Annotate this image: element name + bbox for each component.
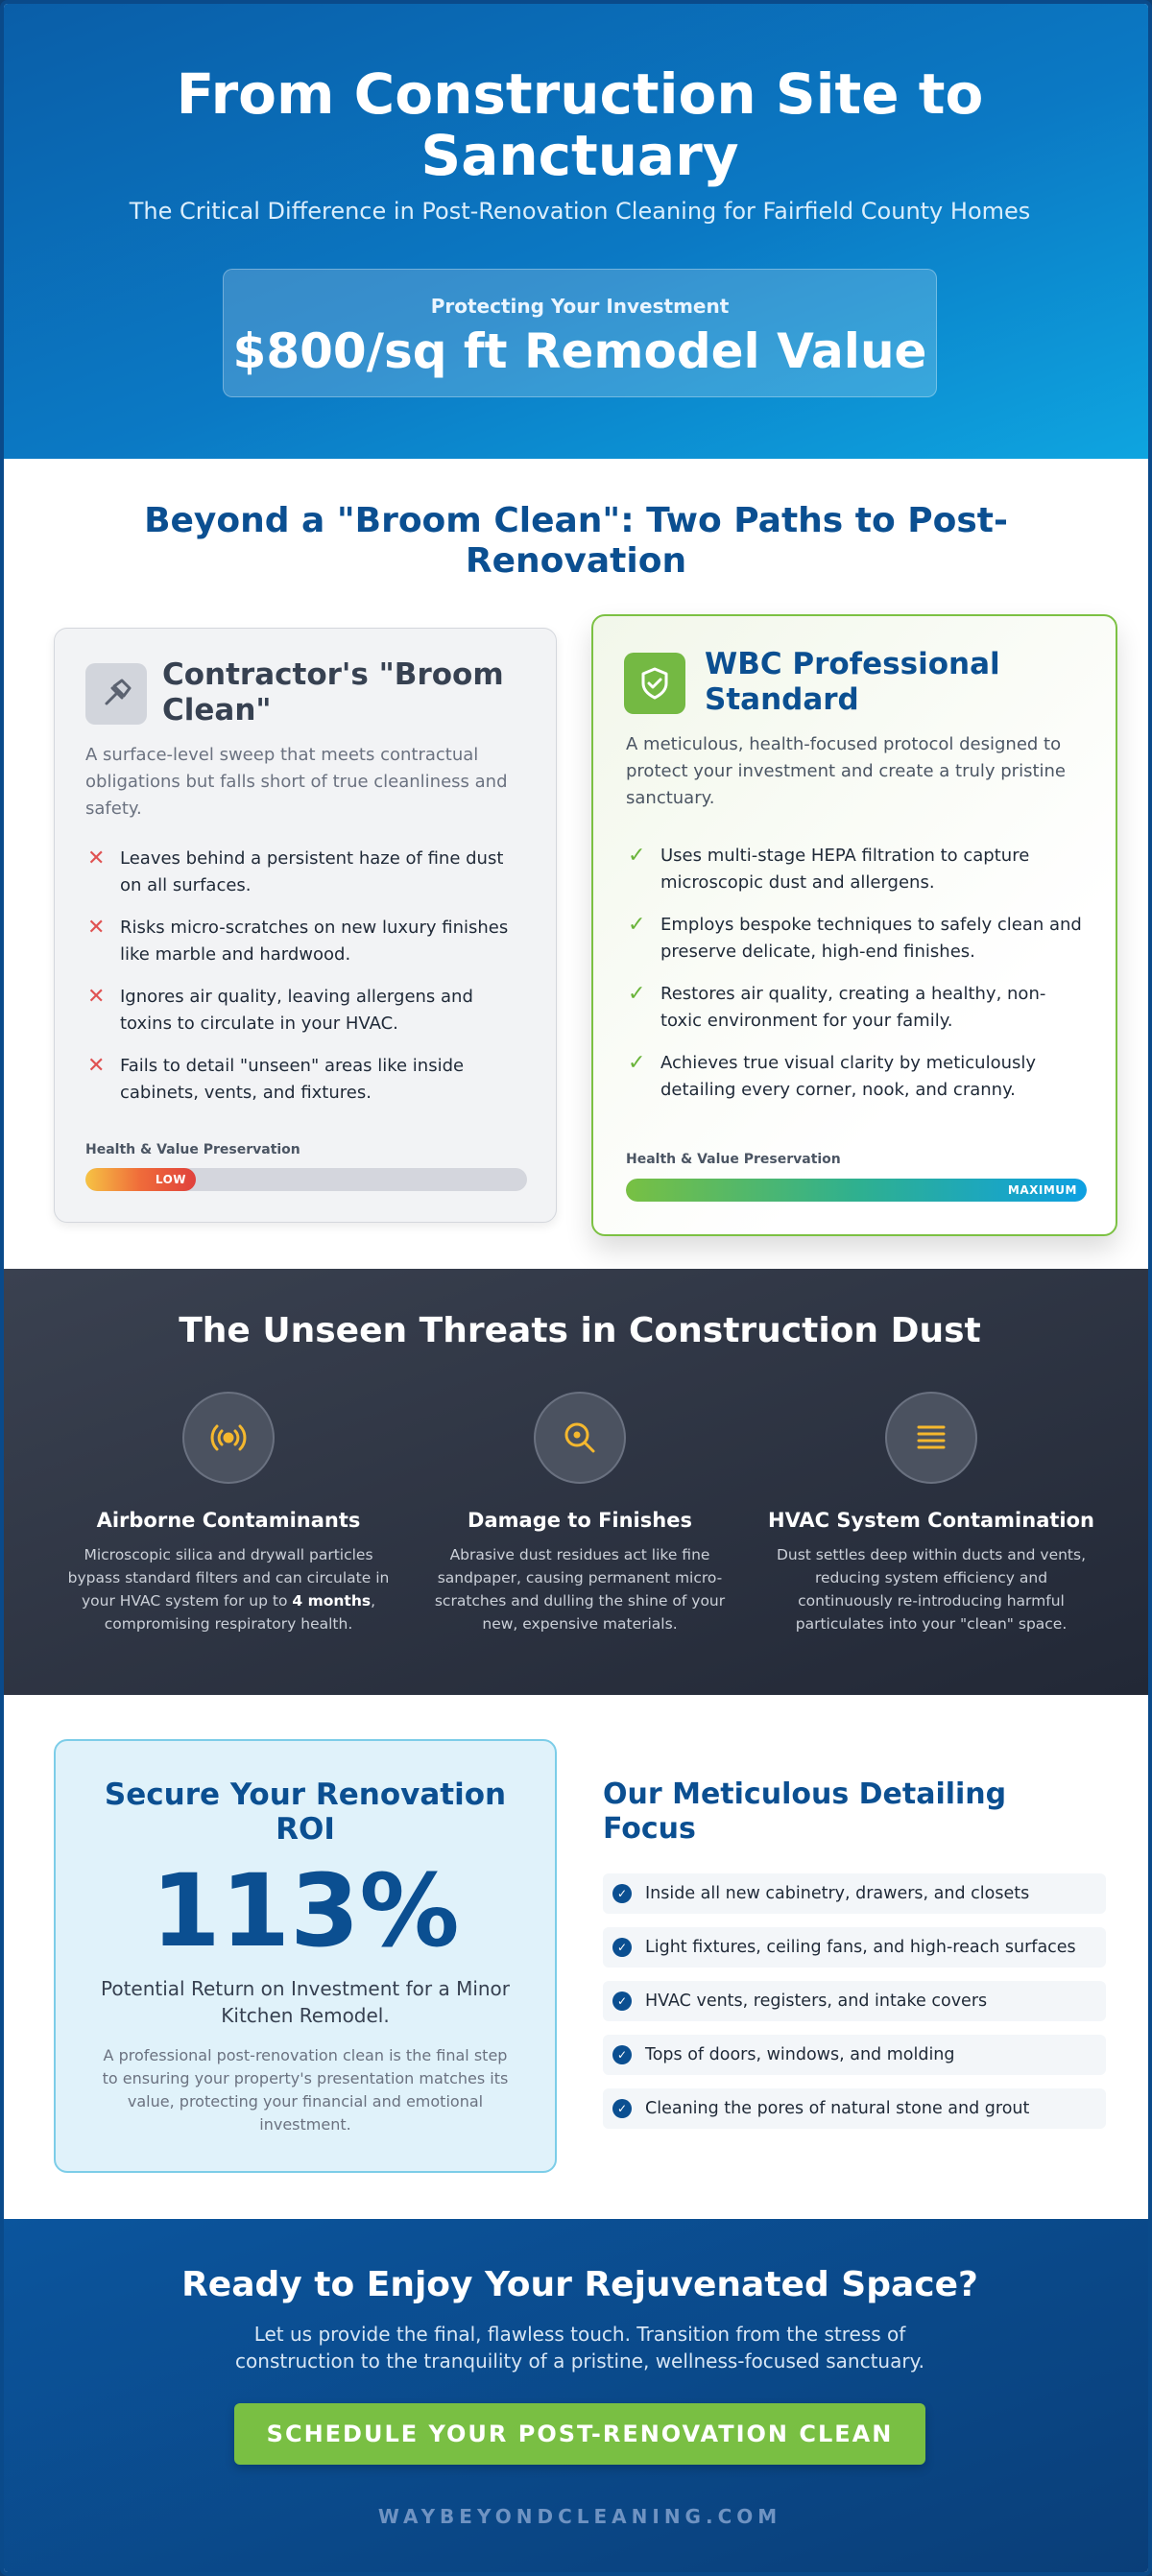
cta-title: Ready to Enjoy Your Rejuvenated Space?	[181, 2265, 978, 2304]
wbc-description: A meticulous, health-focused protocol designed to protect your investment and create a truly pristine sanctuary.	[626, 734, 1066, 808]
threats-section	[4, 1269, 1152, 1695]
cta-section	[4, 2219, 1152, 2576]
x-icon: ✕	[87, 985, 106, 1009]
wbc-meter-label: Health & Value Preservation	[626, 1152, 841, 1167]
hero-subtitle: The Critical Difference in Post-Renovation Cleaning for Fairfield County Homes	[129, 198, 1031, 225]
roi-card	[54, 1739, 557, 2173]
wbc-card	[591, 614, 1117, 1236]
list-item: ✓ Cleaning the pores of natural stone and grout	[603, 2088, 1106, 2129]
check-circle-icon: ✓	[612, 2045, 632, 2064]
threat-airborne	[56, 1392, 401, 1635]
threat-text: Microscopic silica and drywall particles bypass standard filters and can circulate in your HVAC system for up to 4 months, compromising respiratory health.	[67, 1546, 390, 1633]
roi-value: 113%	[151, 1852, 460, 1969]
investment-label: Protecting Your Investment	[430, 295, 730, 318]
check-icon: ✓	[628, 844, 646, 868]
check-icon: ✓	[628, 913, 646, 937]
x-icon: ✕	[87, 916, 106, 940]
contractor-list	[85, 846, 527, 1122]
contractor-meter-label: Health & Value Preservation	[85, 1142, 300, 1157]
threat-text: Dust settles deep within ducts and vents, reducing system efficiency and continuously re-introducing harmful particulates into your "clean" space.	[776, 1546, 1087, 1633]
cta-text: Let us provide the final, flawless touch. Transition from the stress of construction to the tranquility of a pristine, wellness-focused sanctuary.	[235, 2323, 924, 2373]
check-circle-icon: ✓	[612, 1938, 632, 1957]
check-circle-icon: ✓	[612, 1884, 632, 1903]
wbc-meter-fill	[626, 1179, 1087, 1202]
wbc-meter	[626, 1179, 1087, 1202]
contractor-title: Contractor's "Broom Clean"	[162, 657, 504, 727]
list-item: ✓ Uses multi-stage HEPA filtration to capture microscopic dust and allergens.	[628, 844, 1030, 893]
threat-finishes	[407, 1392, 753, 1635]
roi-title: Secure Your Renovation ROI	[104, 1777, 507, 1847]
magnifier-icon	[534, 1392, 626, 1484]
hammer-icon	[85, 663, 147, 725]
contractor-card	[54, 628, 557, 1223]
contractor-description: A surface-level sweep that meets contractual obligations but falls short of true cleanliness and safety.	[85, 745, 508, 819]
list-item: ✕ Risks micro-scratches on new luxury finishes like marble and hardwood.	[87, 916, 509, 965]
list-item: ✓ Achieves true visual clarity by meticulously detailing every corner, nook, and cranny.	[628, 1051, 1037, 1100]
list-item: ✓ Restores air quality, creating a healthy, non-toxic environment for your family.	[628, 982, 1046, 1031]
x-icon: ✕	[87, 847, 106, 871]
schedule-button[interactable]: SCHEDULE YOUR POST-RENOVATION CLEAN	[234, 2403, 925, 2465]
website-link[interactable]: WAYBEYONDCLEANING.COM	[377, 2505, 782, 2528]
threat-title: Airborne Contaminants	[96, 1509, 361, 1532]
lines-icon	[885, 1392, 977, 1484]
threat-title: Damage to Finishes	[468, 1509, 692, 1532]
investment-callout	[223, 269, 937, 397]
wbc-list	[626, 843, 1087, 1119]
wbc-meter-text: MAXIMUM	[1007, 1183, 1077, 1197]
list-item: ✓ Light fixtures, ceiling fans, and high-reach surfaces	[603, 1927, 1106, 1968]
detailing-list	[603, 1873, 1106, 2142]
check-icon: ✓	[628, 982, 646, 1006]
comparison-title: Beyond a "Broom Clean": Two Paths to Post-Renovation	[144, 501, 1008, 581]
wbc-title: WBC Professional Standard	[705, 647, 1000, 717]
threat-title: HVAC System Contamination	[768, 1509, 1094, 1532]
threats-title: The Unseen Threats in Construction Dust	[179, 1311, 981, 1350]
x-icon: ✕	[87, 1054, 106, 1078]
contractor-meter-fill	[85, 1168, 196, 1191]
list-item: ✓ HVAC vents, registers, and intake covers	[603, 1981, 1106, 2021]
contractor-meter-text: LOW	[155, 1173, 186, 1186]
list-item: ✓ Employs bespoke techniques to safely clean and preserve delicate, high-end finishes.	[628, 913, 1082, 962]
contractor-meter	[85, 1168, 527, 1191]
threat-hvac	[758, 1392, 1104, 1635]
hero-title: From Construction Site to Sanctuary	[176, 61, 984, 188]
broadcast-icon	[182, 1392, 275, 1484]
list-item: ✓ Inside all new cabinetry, drawers, and closets	[603, 1873, 1106, 1914]
list-item: ✕ Leaves behind a persistent haze of fine dust on all surfaces.	[87, 847, 504, 895]
shield-check-icon	[624, 653, 685, 714]
check-circle-icon: ✓	[612, 1992, 632, 2011]
check-icon: ✓	[628, 1051, 646, 1075]
detailing-title: Our Meticulous Detailing Focus	[603, 1777, 1007, 1846]
list-item: ✕ Fails to detail "unseen" areas like inside cabinets, vents, and fixtures.	[87, 1054, 465, 1103]
list-item: ✓ Tops of doors, windows, and molding	[603, 2035, 1106, 2075]
investment-value: $800/sq ft Remodel Value	[232, 323, 927, 379]
roi-note: A professional post-renovation clean is the final step to ensuring your property's presentation matches its value, protecting your financial and emotional investment.	[102, 2046, 509, 2134]
check-circle-icon: ✓	[612, 2099, 632, 2118]
list-item: ✕ Ignores air quality, leaving allergens and toxins to circulate in your HVAC.	[87, 985, 473, 1034]
hero-section	[4, 4, 1152, 459]
threat-text: Abrasive dust residues act like fine sandpaper, causing permanent micro-scratches and dulling the shine of your new, expensive materials.	[434, 1546, 726, 1633]
roi-caption: Potential Return on Investment for a Minor Kitchen Remodel.	[100, 1977, 511, 2027]
